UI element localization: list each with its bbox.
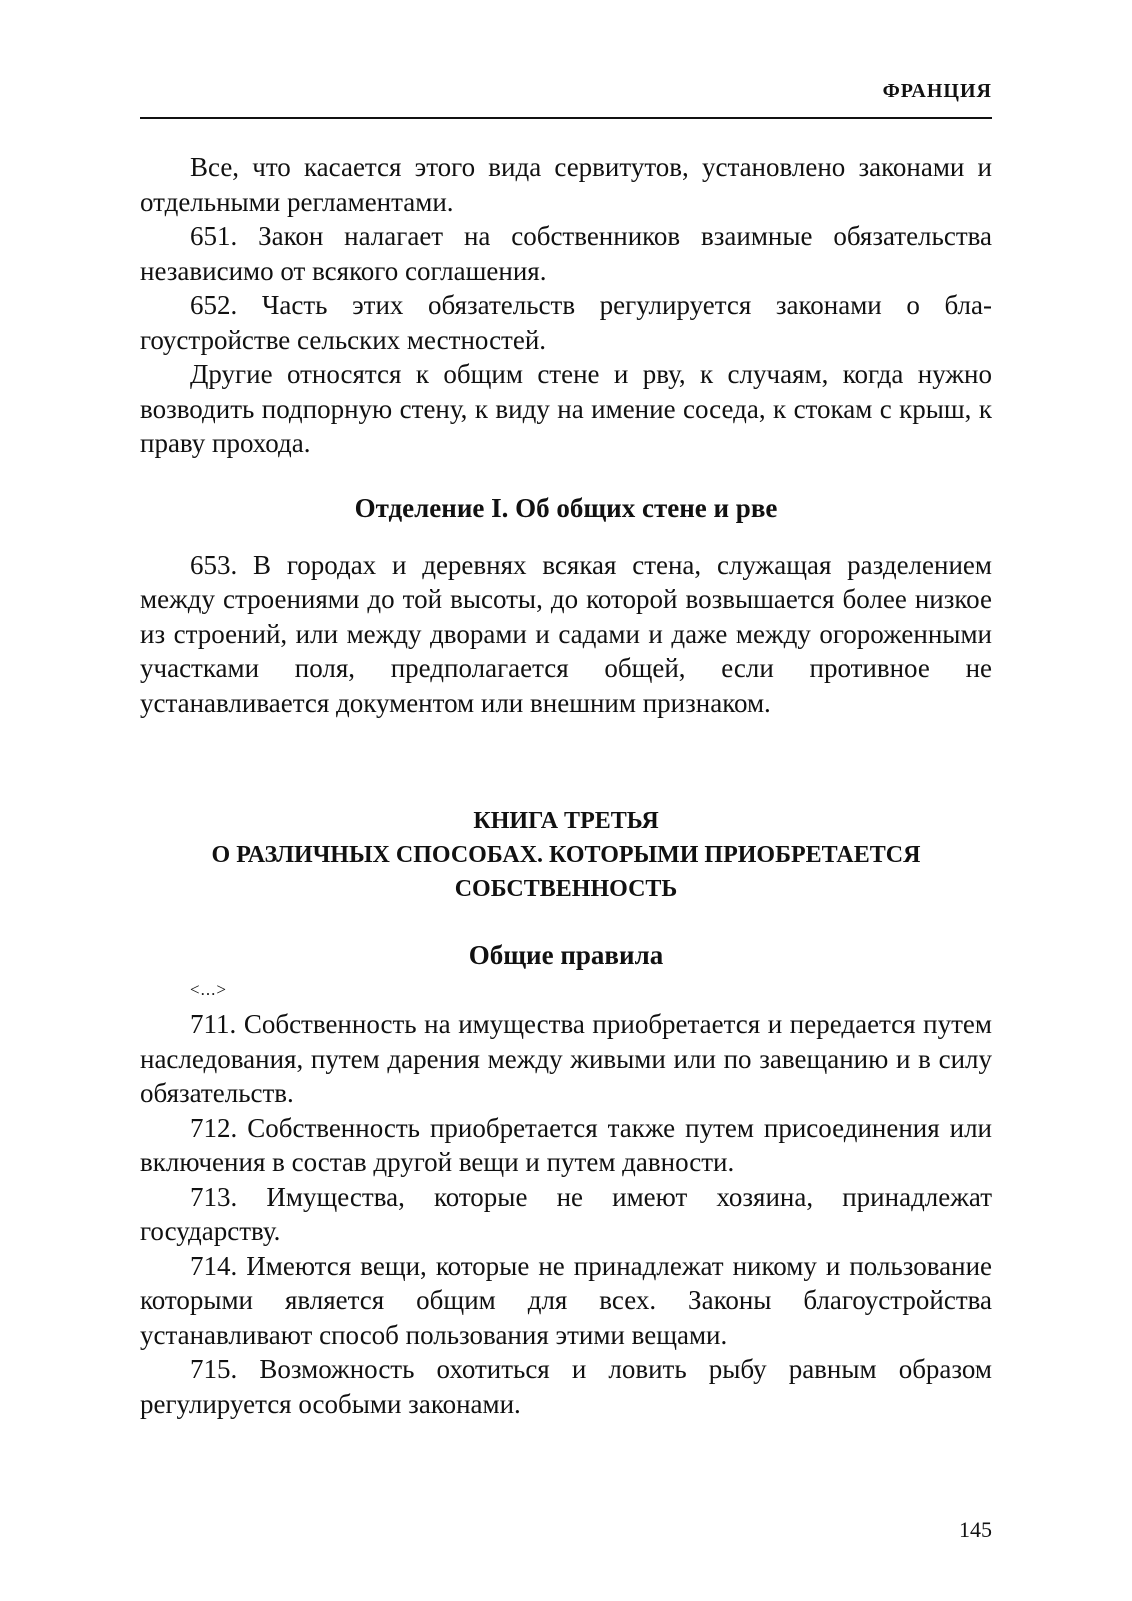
article-713: 713. Имущества, которые не имеют хозяина, принадлежат государству.: [140, 1181, 992, 1246]
article-712: 712. Собственность приобретается также путем присоединения или включения в состав другой вещи и путем давности.: [140, 1112, 992, 1177]
general-rules-heading: Общие правила: [468, 940, 664, 970]
book-subtitle-line-1: О РАЗЛИЧНЫХ СПОСОБАХ. КОТОРЫМИ ПРИОБРЕТАЕТСЯ: [211, 842, 921, 868]
paragraph-other-obligations: Другие относятся к общим стене и рву, к случаям, когда нужно возводить подпорную стену, к виду на имение соседа, к стокам с крыш, к праву прохода.: [140, 359, 992, 458]
header-rule: [140, 117, 992, 119]
article-651: 651. Закон налагает на собственников взаимные обязательства независимо от всякого соглашения.: [140, 221, 992, 286]
article-711: 711. Собственность на имущества приобретается и передается путем наследования, путем дарения между живыми или по завещанию и в силу обязательств.: [140, 1009, 992, 1108]
running-title: ФРАНЦИЯ: [882, 80, 992, 102]
book-title: КНИГА ТРЕТЬЯ: [473, 808, 659, 834]
paragraph-servitudes: Все, что касается этого вида сервитутов, установлено законами и отдельными регламентами.: [140, 152, 992, 217]
article-653: 653. В городах и деревнях всякая стена, служащая разделением между строениями до той высоты, до которой возвышается более низкое из строений, или между дворами и садами и даже между огороженными участками поля, предполагается общей, если противное не устанавливается документом или внешним признаком.: [140, 549, 992, 718]
book-subtitle-line-2: СОБСТВЕННОСТЬ: [454, 876, 678, 902]
section-heading: Отделение I. Об общих стене и рве: [354, 492, 778, 523]
omission-mark: <...>: [190, 980, 227, 999]
page-number: 145: [959, 1517, 992, 1542]
book-heading: [140, 804, 992, 906]
page-body: [140, 150, 992, 1421]
article-652: 652. Часть этих обязательств регулируется законами о благоустройстве сельских местностей.: [140, 290, 992, 355]
article-715: 715. Возможность охотиться и ловить рыбу равным образом регулируется особыми законами.: [140, 1354, 992, 1419]
article-714: 714. Имеются вещи, которые не принадлежат никому и пользование которыми является общим для всех. Законы благоустройства устанавливают способ пользования этими вещами.: [140, 1250, 992, 1350]
